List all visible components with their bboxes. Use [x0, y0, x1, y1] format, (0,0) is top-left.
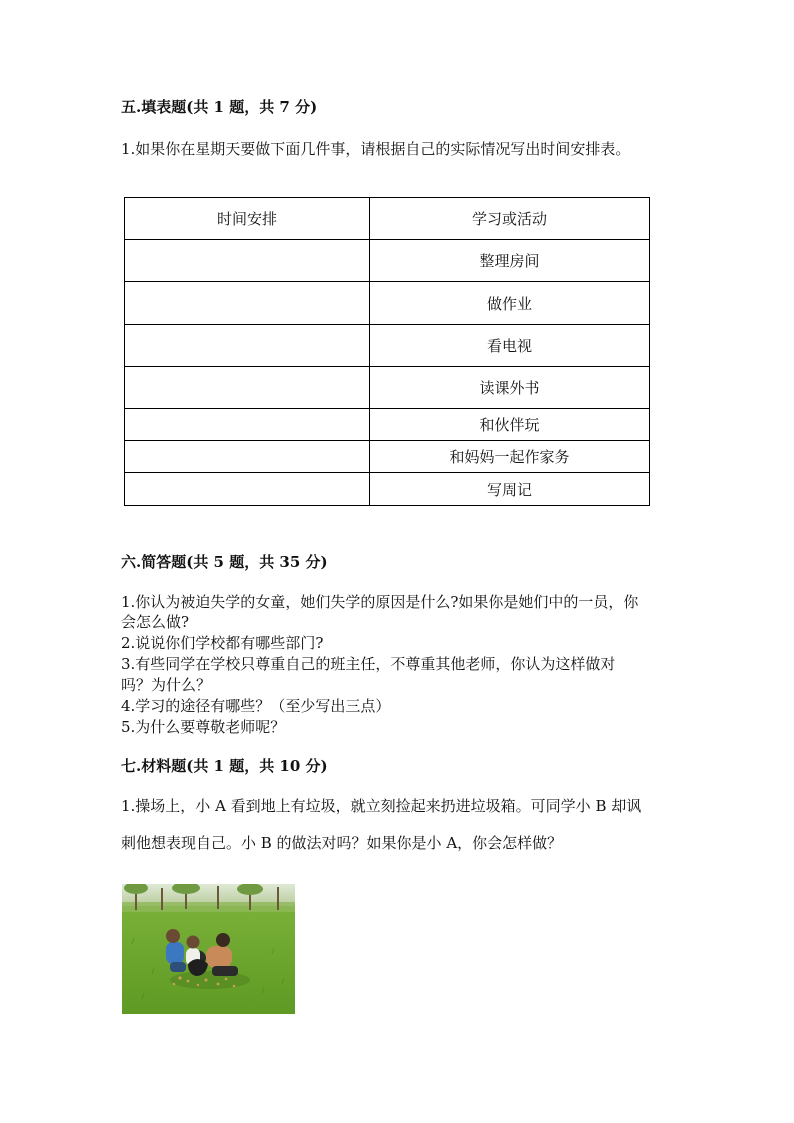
section6-line: 4.学习的途径有哪些？（至少写出三点）	[121, 697, 391, 715]
table-header-activity: 学习或活动	[370, 198, 650, 240]
section7-line: 1.操场上，小 A 看到地上有垃圾，就立刻捡起来扔进垃圾箱。可同学小 B 却讽	[121, 797, 642, 815]
section6-line: 3.有些同学在学校只尊重自己的班主任，不尊重其他老师，你认为这样做对	[121, 655, 616, 673]
time-cell[interactable]	[125, 367, 370, 409]
children-picking-up-trash-photo	[122, 884, 295, 1014]
section6-line: 1.你认为被迫失学的女童，她们失学的原因是什么?如果你是她们中的一员，你	[121, 593, 639, 611]
table-row	[125, 409, 650, 441]
section6-line: 5.为什么要尊敬老师呢？	[121, 718, 286, 736]
time-cell[interactable]	[125, 240, 370, 282]
section7-heading: 七.材料题(共 1 题，共 10 分)	[121, 757, 328, 775]
time-cell[interactable]	[125, 325, 370, 367]
activity-cell: 整理房间	[370, 240, 650, 282]
time-cell[interactable]	[125, 282, 370, 325]
table-header-row	[125, 198, 650, 240]
section6-line: 吗？为什么？	[121, 676, 212, 694]
table-row	[125, 367, 650, 409]
section7-line: 刺他想表现自己。小 B 的做法对吗？如果你是小 A，你会怎样做？	[121, 834, 563, 852]
table-row	[125, 282, 650, 325]
section6-line: 2.说说你们学校都有哪些部门?	[121, 634, 324, 652]
activity-cell: 写周记	[370, 473, 650, 506]
table-row	[125, 325, 650, 367]
section6-line: 会怎么做?	[121, 613, 190, 631]
table-row	[125, 240, 650, 282]
time-cell[interactable]	[125, 473, 370, 506]
activity-cell: 看电视	[370, 325, 650, 367]
section6-heading: 六.简答题(共 5 题，共 35 分)	[121, 553, 328, 571]
table-row	[125, 473, 650, 506]
activity-cell: 和伙伴玩	[370, 409, 650, 441]
activity-cell: 做作业	[370, 282, 650, 325]
time-cell[interactable]	[125, 409, 370, 441]
activity-cell: 读课外书	[370, 367, 650, 409]
schedule-table	[124, 197, 650, 506]
section5-heading: 五.填表题(共 1 题，共 7 分)	[121, 98, 318, 116]
table-header-time: 时间安排	[125, 198, 370, 240]
activity-cell: 和妈妈一起作家务	[370, 441, 650, 473]
time-cell[interactable]	[125, 441, 370, 473]
table-row	[125, 441, 650, 473]
section5-question: 1.如果你在星期天要做下面几件事，请根据自己的实际情况写出时间安排表。	[121, 140, 631, 158]
